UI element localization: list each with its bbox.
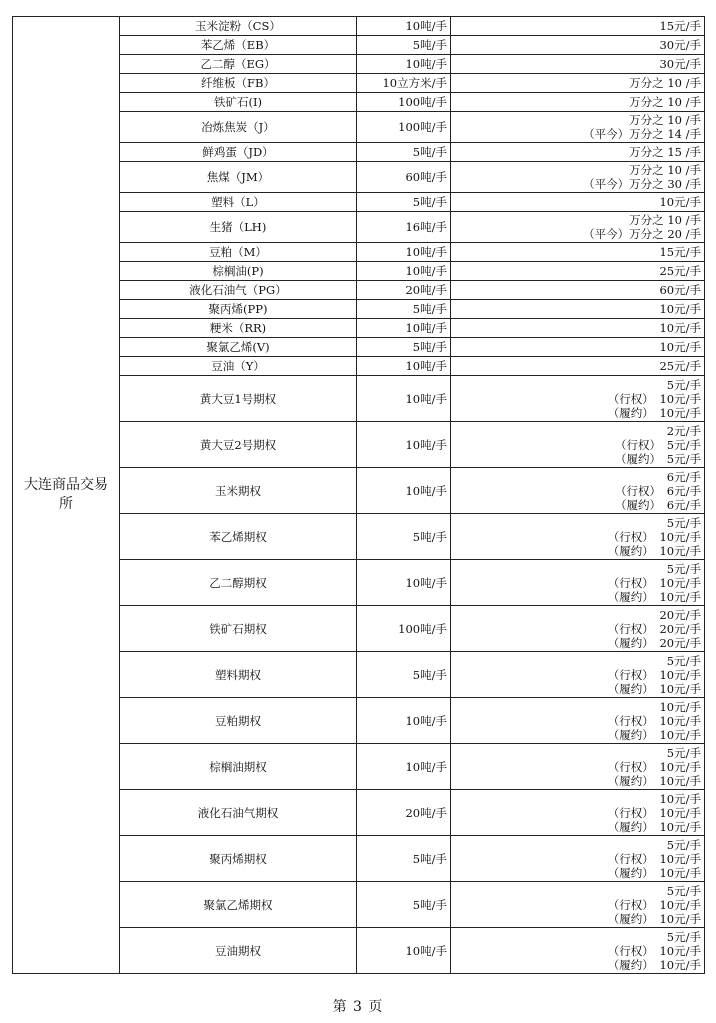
fee-cell (451, 928, 705, 974)
fee-line: （行权） 10元/手 (607, 713, 701, 728)
fee-cell (451, 112, 705, 143)
fee-line: （履约） 20元/手 (607, 635, 701, 650)
trading-unit: 5吨/手 (357, 36, 451, 55)
fee-line: 5元/手 (666, 837, 701, 852)
trading-unit: 10吨/手 (357, 422, 451, 468)
product-name: 黄大豆1号期权 (120, 376, 357, 422)
fee-line: （履约） 10元/手 (607, 911, 701, 926)
fee-cell (451, 468, 705, 514)
fee-line: 10元/手 (659, 195, 701, 209)
product-name: 聚丙烯期权 (120, 836, 357, 882)
trading-unit: 100吨/手 (357, 606, 451, 652)
fee-line: （行权） 10元/手 (607, 759, 701, 774)
fee-line: 5元/手 (666, 653, 701, 668)
fee-line: （履约） 10元/手 (607, 589, 701, 604)
fee-cell (451, 514, 705, 560)
product-name: 棕榈油(P) (120, 262, 357, 281)
fee-line: （履约） 10元/手 (607, 773, 701, 788)
fee-line: （行权） 10元/手 (607, 575, 701, 590)
page-number: 第 3 页 (332, 999, 384, 1015)
fee-line: 30元/手 (659, 57, 701, 71)
fee-line: （行权） 10元/手 (607, 851, 701, 866)
fee-cell (451, 790, 705, 836)
fee-cell (451, 93, 705, 112)
trading-unit: 5吨/手 (357, 338, 451, 357)
trading-unit: 10吨/手 (357, 243, 451, 262)
product-name: 塑料（L） (120, 193, 357, 212)
product-name: 液化石油气（PG） (120, 281, 357, 300)
product-name: 冶炼焦炭（J） (120, 112, 357, 143)
fee-cell (451, 300, 705, 319)
fee-line: 15元/手 (659, 19, 701, 33)
product-name: 苯乙烯（EB） (120, 36, 357, 55)
fee-line: （履约） 10元/手 (607, 865, 701, 880)
fee-line: 5元/手 (666, 561, 701, 576)
fee-line: 万分之 10 /手 (629, 76, 701, 90)
trading-unit: 10吨/手 (357, 319, 451, 338)
fee-line: （平今）万分之 14 /手 (583, 127, 701, 141)
fee-line: 5元/手 (666, 377, 701, 392)
fee-line: （平今）万分之 30 /手 (583, 177, 701, 191)
fee-line: （平今）万分之 20 /手 (583, 227, 701, 241)
fee-line: 10元/手 (659, 340, 701, 354)
fee-cell (451, 55, 705, 74)
trading-unit: 5吨/手 (357, 193, 451, 212)
fee-cell (451, 338, 705, 357)
fee-cell (451, 193, 705, 212)
fee-cell (451, 882, 705, 928)
fee-line: 5元/手 (666, 745, 701, 760)
fee-cell (451, 212, 705, 243)
product-name: 粳米（RR) (120, 319, 357, 338)
fee-line: 万分之 10 /手 (629, 163, 701, 177)
fee-line: 30元/手 (659, 38, 701, 52)
fee-cell (451, 606, 705, 652)
fee-line: （行权） 5元/手 (615, 437, 701, 452)
fee-line: 25元/手 (659, 264, 701, 278)
product-name: 塑料期权 (120, 652, 357, 698)
table-row (13, 17, 705, 36)
fee-line: 6元/手 (666, 469, 701, 484)
fee-line: （履约） 10元/手 (607, 957, 701, 972)
fee-cell (451, 319, 705, 338)
trading-unit: 10吨/手 (357, 560, 451, 606)
trading-unit: 5吨/手 (357, 652, 451, 698)
fee-line: 25元/手 (659, 359, 701, 373)
fee-cell (451, 357, 705, 376)
fee-line: （行权） 10元/手 (607, 391, 701, 406)
trading-unit: 5吨/手 (357, 514, 451, 560)
product-name: 乙二醇（EG） (120, 55, 357, 74)
fee-line: 60元/手 (659, 283, 701, 297)
product-name: 聚丙烯(PP) (120, 300, 357, 319)
trading-unit: 5吨/手 (357, 882, 451, 928)
fee-line: （履约） 10元/手 (607, 727, 701, 742)
trading-unit: 10吨/手 (357, 698, 451, 744)
fee-line: 万分之 15 /手 (629, 145, 701, 159)
product-name: 液化石油气期权 (120, 790, 357, 836)
trading-unit: 10吨/手 (357, 55, 451, 74)
fee-cell (451, 560, 705, 606)
product-name: 玉米期权 (120, 468, 357, 514)
product-name: 聚氯乙烯(V) (120, 338, 357, 357)
fee-line: 2元/手 (666, 423, 701, 438)
fee-line: （履约） 10元/手 (607, 681, 701, 696)
product-name: 豆粕期权 (120, 698, 357, 744)
fee-line: 5元/手 (666, 929, 701, 944)
fee-cell (451, 744, 705, 790)
product-name: 苯乙烯期权 (120, 514, 357, 560)
fee-line: （履约） 6元/手 (615, 497, 701, 512)
fee-cell (451, 836, 705, 882)
trading-unit: 10吨/手 (357, 17, 451, 36)
fee-cell (451, 262, 705, 281)
exchange-name: 大连商品交易所 (13, 17, 120, 974)
trading-unit: 20吨/手 (357, 790, 451, 836)
fee-line: （行权） 10元/手 (607, 897, 701, 912)
trading-unit: 100吨/手 (357, 112, 451, 143)
trading-unit: 10吨/手 (357, 357, 451, 376)
product-name: 聚氯乙烯期权 (120, 882, 357, 928)
fee-line: （行权） 10元/手 (607, 805, 701, 820)
fee-cell (451, 162, 705, 193)
fee-line: 10元/手 (659, 791, 701, 806)
fee-line: 10元/手 (659, 321, 701, 335)
product-name: 豆油期权 (120, 928, 357, 974)
fee-line: 20元/手 (659, 607, 701, 622)
product-name: 乙二醇期权 (120, 560, 357, 606)
fee-line: （行权） 10元/手 (607, 667, 701, 682)
fee-line: （行权） 6元/手 (615, 483, 701, 498)
product-name: 豆油（Y） (120, 357, 357, 376)
product-name: 铁矿石期权 (120, 606, 357, 652)
fee-line: 5元/手 (666, 883, 701, 898)
fee-line: 15元/手 (659, 245, 701, 259)
product-name: 棕榈油期权 (120, 744, 357, 790)
fee-cell (451, 652, 705, 698)
fee-cell (451, 36, 705, 55)
product-name: 纤维板（FB） (120, 74, 357, 93)
trading-unit: 5吨/手 (357, 300, 451, 319)
fee-line: 万分之 10 /手 (629, 213, 701, 227)
product-name: 生猪（LH) (120, 212, 357, 243)
trading-unit: 20吨/手 (357, 281, 451, 300)
fee-cell (451, 243, 705, 262)
fee-table-body (13, 17, 705, 974)
product-name: 黄大豆2号期权 (120, 422, 357, 468)
fee-table (12, 16, 705, 974)
fee-line: 10元/手 (659, 699, 701, 714)
product-name: 豆粕（M） (120, 243, 357, 262)
fee-line: （行权） 20元/手 (607, 621, 701, 636)
fee-cell (451, 698, 705, 744)
fee-line: （行权） 10元/手 (607, 529, 701, 544)
fee-cell (451, 422, 705, 468)
trading-unit: 5吨/手 (357, 836, 451, 882)
trading-unit: 5吨/手 (357, 143, 451, 162)
fee-cell (451, 281, 705, 300)
trading-unit: 100吨/手 (357, 93, 451, 112)
trading-unit: 10吨/手 (357, 262, 451, 281)
trading-unit: 10立方米/手 (357, 74, 451, 93)
fee-line: 万分之 10 /手 (629, 113, 701, 127)
fee-cell (451, 17, 705, 36)
product-name: 焦煤（JM） (120, 162, 357, 193)
product-name: 铁矿石(I) (120, 93, 357, 112)
fee-line: （履约） 10元/手 (607, 819, 701, 834)
fee-line: （履约） 5元/手 (615, 451, 701, 466)
product-name: 玉米淀粉（CS） (120, 17, 357, 36)
fee-line: （履约） 10元/手 (607, 405, 701, 420)
trading-unit: 16吨/手 (357, 212, 451, 243)
fee-line: 10元/手 (659, 302, 701, 316)
fee-line: （行权） 10元/手 (607, 943, 701, 958)
trading-unit: 60吨/手 (357, 162, 451, 193)
fee-line: （履约） 10元/手 (607, 543, 701, 558)
trading-unit: 10吨/手 (357, 744, 451, 790)
fee-line: 5元/手 (666, 515, 701, 530)
trading-unit: 10吨/手 (357, 928, 451, 974)
fee-cell (451, 143, 705, 162)
fee-cell (451, 74, 705, 93)
fee-cell (451, 376, 705, 422)
fee-line: 万分之 10 /手 (629, 95, 701, 109)
product-name: 鲜鸡蛋（JD） (120, 143, 357, 162)
trading-unit: 10吨/手 (357, 468, 451, 514)
trading-unit: 10吨/手 (357, 376, 451, 422)
